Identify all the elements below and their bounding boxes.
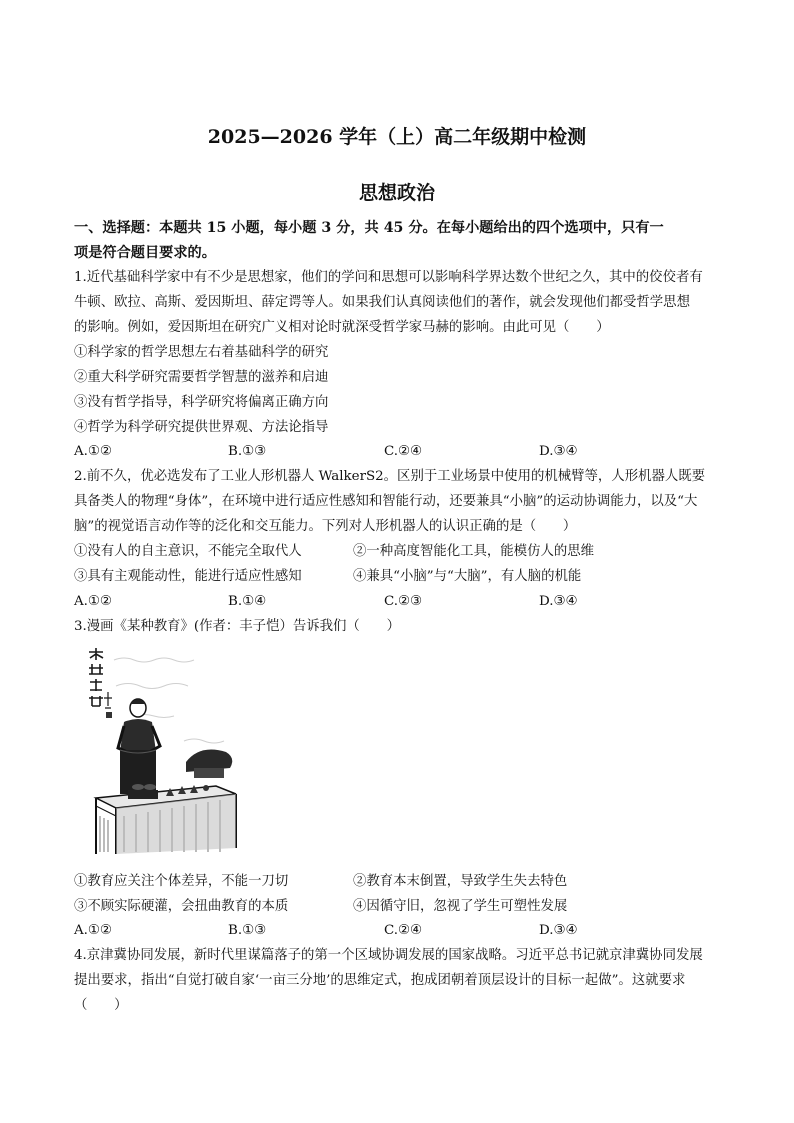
q2-option-4: ④兼具“小脑”与“大脑”，有人脑的机能 [353, 569, 582, 584]
q2-choice-b: B.①④ [228, 594, 267, 609]
q1-option-1: ①科学家的哲学思想左右着基础科学的研究 [74, 345, 329, 360]
cartoon-calligraphy [89, 648, 112, 718]
section-heading-line1: 一、选择题：本题共 15 小题，每小题 3 分，共 45 分。在每小题给出的四个选项中，只有一 [74, 220, 664, 236]
q1-choice-b: B.①③ [228, 444, 267, 459]
cartoon-image [74, 646, 241, 860]
q2-choice-a: A.①② [74, 594, 112, 609]
cartoon-table [96, 786, 236, 854]
cartoon-illustration [74, 646, 241, 860]
q2-choice-c: C.②③ [384, 594, 423, 609]
q2-option-2: ②一种高度智能化工具，能模仿人的思维 [353, 544, 595, 559]
q4-stem-line3: （ ） [74, 998, 128, 1013]
q1-stem-line2: 牛顿、欧拉、高斯、爱因斯坦、薛定谔等人。如果我们认真阅读他们的著作，就会发现他们都受哲学思想 [74, 295, 690, 310]
q2-stem-line3: 脑”的视觉语言动作等的泛化和交互能力。下列对人形机器人的认识正确的是（ ） [74, 519, 577, 534]
q1-stem-line3: 的影响。例如，爱因斯坦在研究广义相对论时就深受哲学家马赫的影响。由此可见（ ） [74, 320, 610, 335]
q3-choice-a: A.①② [74, 923, 112, 938]
q1-choice-c: C.②④ [384, 444, 423, 459]
q1-stem-line1: 1.近代基础科学家中有不少是思想家，他们的学问和思想可以影响科学界达数个世纪之久，其中的佼佼者有 [74, 270, 703, 285]
q1-option-2: ②重大科学研究需要哲学智慧的滋养和启迪 [74, 370, 329, 385]
q3-option-2: ②教育本末倒置，导致学生失去特色 [353, 874, 568, 889]
section-heading-line2: 项是符合题目要求的。 [74, 245, 216, 261]
q3-option-1: ①教育应关注个体差异，不能一刀切 [74, 874, 289, 889]
subject-title: 思想政治 [358, 182, 435, 204]
q4-stem-line2: 提出要求，指出“自觉打破自家‘一亩三分地’的思维定式，抱成团朝着顶层设计的目标一起做”。这就要求 [74, 973, 686, 988]
q2-option-3: ③具有主观能动性，能进行适应性感知 [74, 569, 302, 584]
q3-option-4: ④因循守旧，忽视了学生可塑性发展 [353, 899, 568, 914]
q3-choice-c: C.②④ [384, 923, 423, 938]
q1-option-3: ③没有哲学指导，科学研究将偏离正确方向 [74, 395, 329, 410]
q1-choice-a: A.①② [74, 444, 112, 459]
exam-title: 2025—2026 学年（上）高二年级期中检测 [207, 126, 587, 148]
q2-option-1: ①没有人的自主意识，不能完全取代人 [74, 544, 302, 559]
q3-option-3: ③不顾实际硬灌，会扭曲教育的本质 [74, 899, 289, 914]
cartoon-teacher-figure [118, 699, 160, 794]
q1-option-4: ④哲学为科学研究提供世界观、方法论指导 [74, 420, 329, 435]
q4-stem-line1: 4.京津冀协同发展，新时代里谋篇落子的第一个区域协调发展的国家战略。习近平总书记就京津冀协同发展 [74, 948, 703, 963]
q2-stem-line1: 2.前不久，优必选发布了工业人形机器人 WalkerS2。区别于工业场景中使用的机械臂等，人形机器人既要 [74, 469, 706, 484]
q3-choice-b: B.①③ [228, 923, 267, 938]
q2-choice-d: D.③④ [539, 594, 578, 609]
q2-stem-line2: 具备类人的物理“身体”，在环境中进行适应性感知和智能行动，还要兼具“小脑”的运动协调能力，以及“大 [74, 494, 698, 509]
cartoon-dark-object [186, 750, 232, 778]
q1-choice-d: D.③④ [539, 444, 578, 459]
q3-choice-d: D.③④ [539, 923, 578, 938]
q3-stem: 3.漫画《某种教育》(作者：丰子恺）告诉我们（ ） [74, 619, 400, 634]
